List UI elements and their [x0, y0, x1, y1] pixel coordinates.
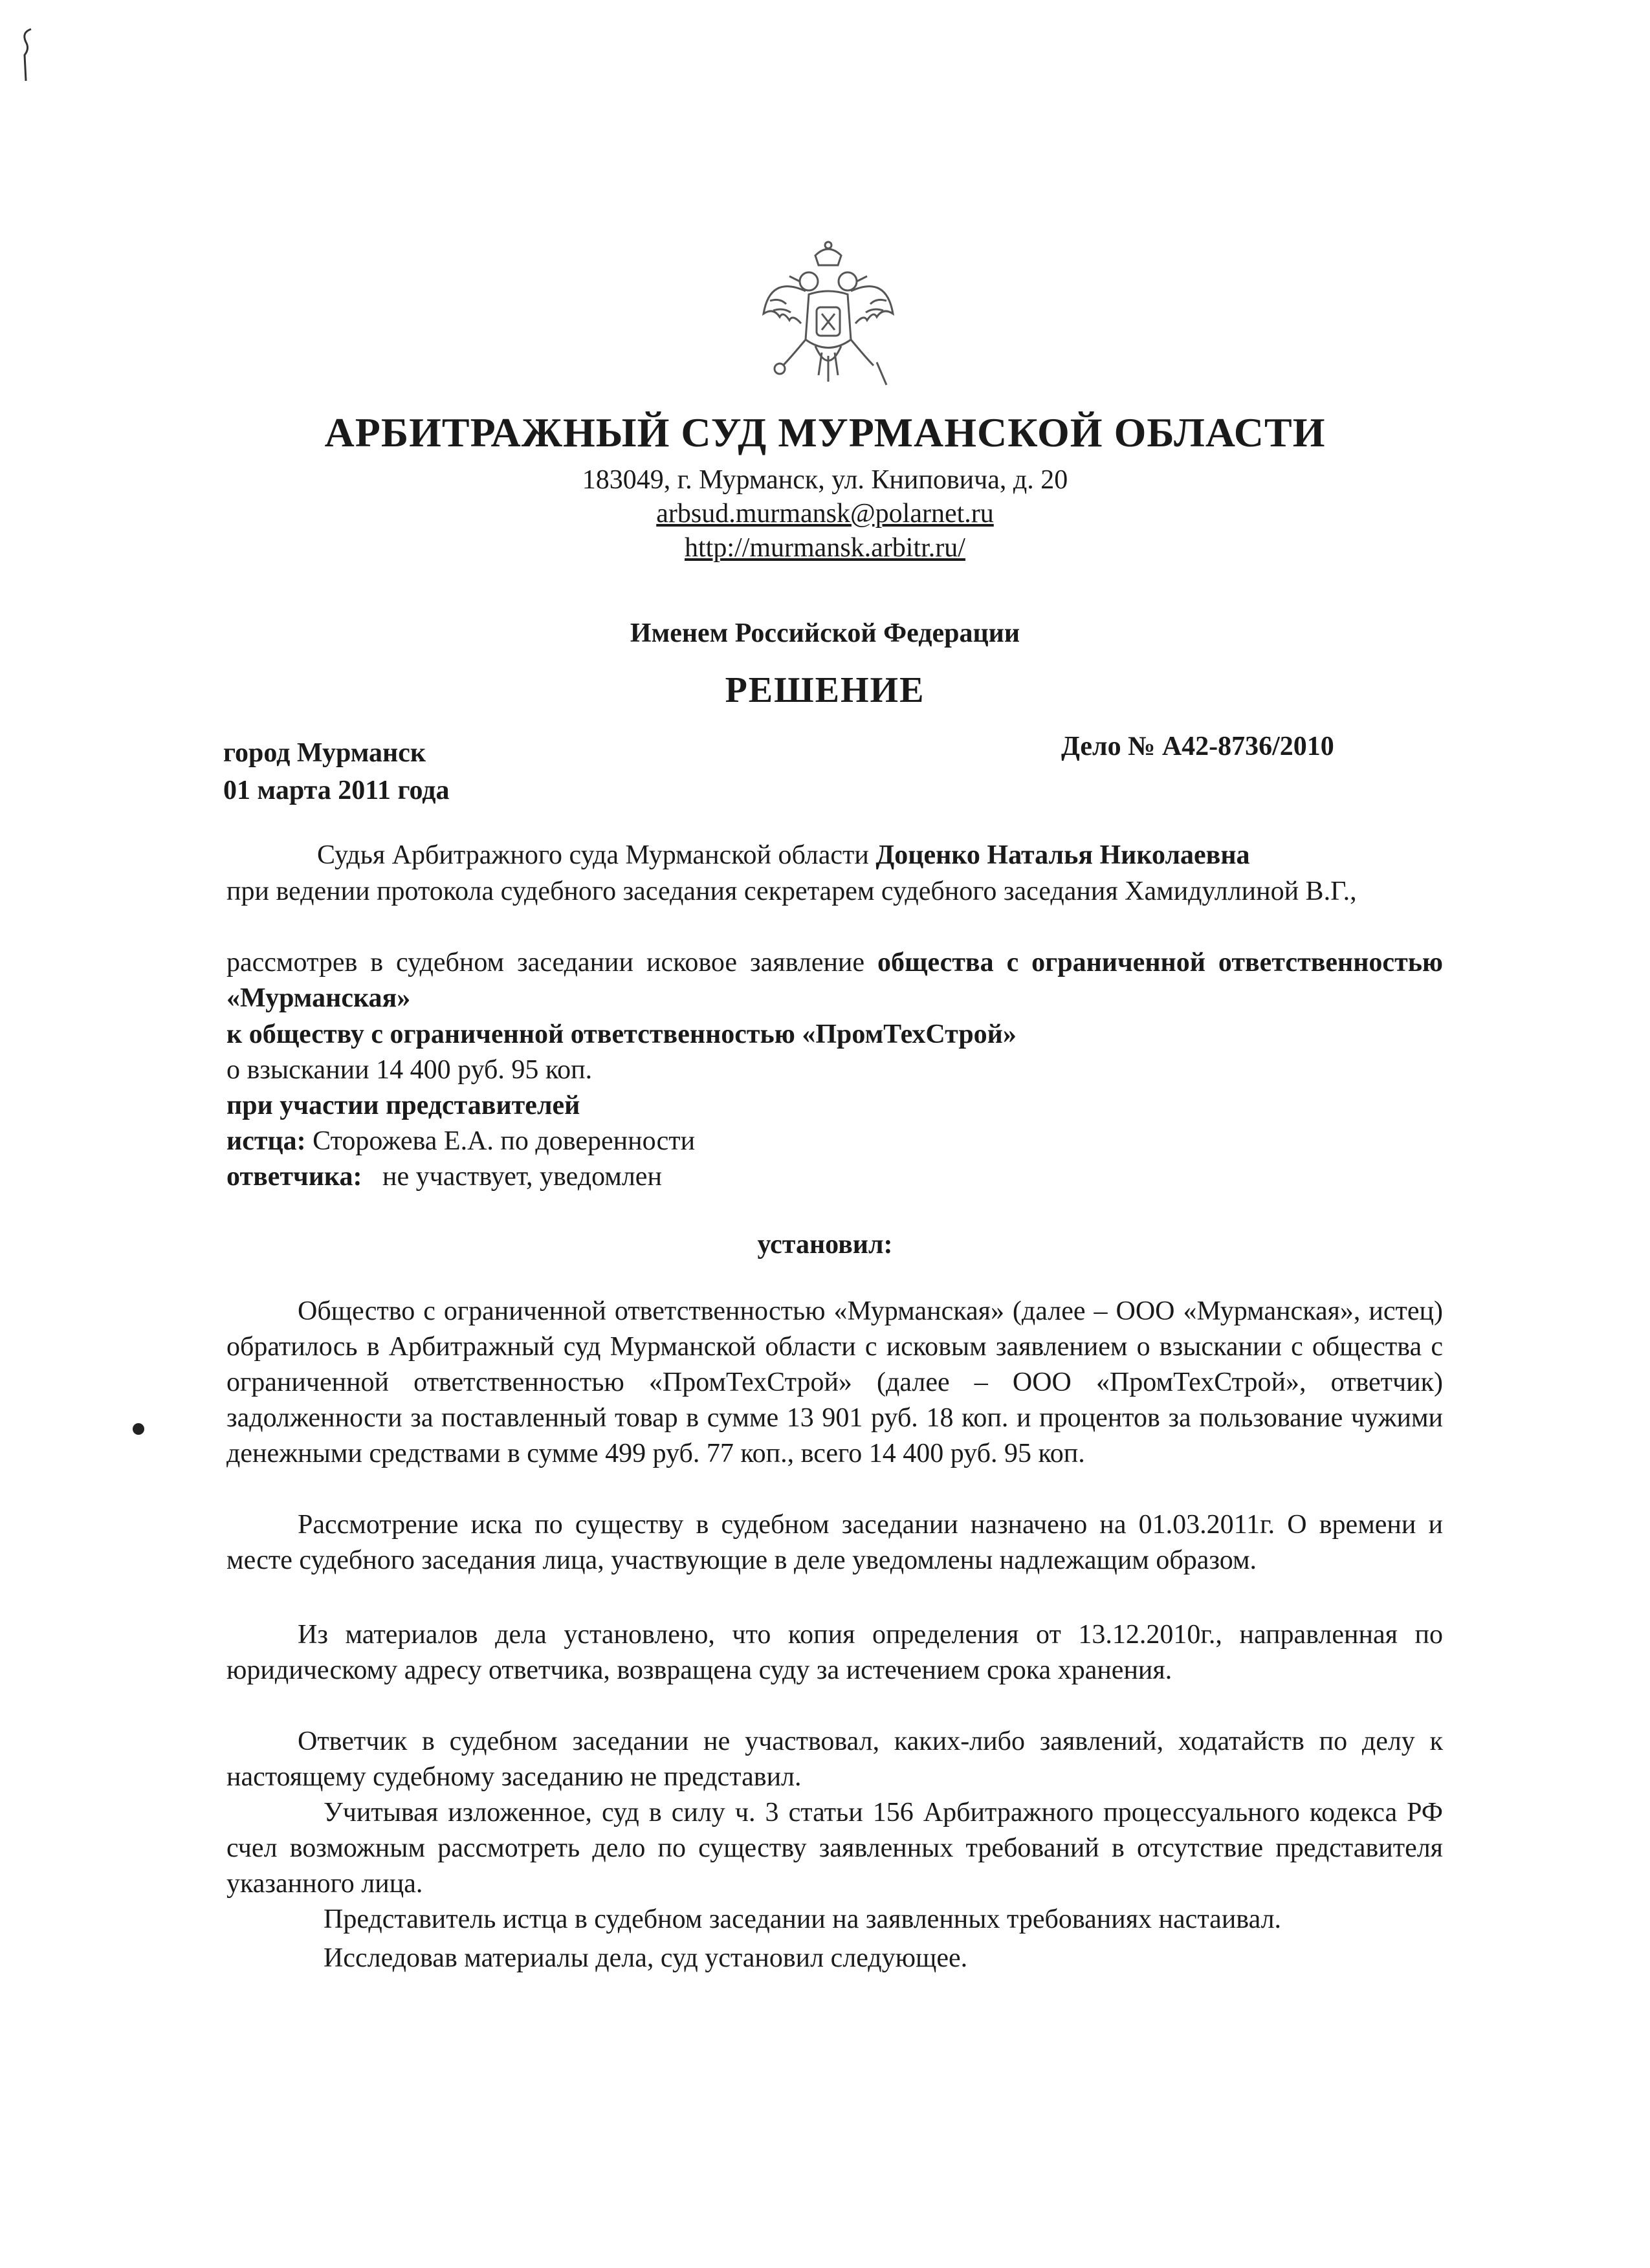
document-title: РЕШЕНИЕ [725, 670, 925, 710]
plaintiff-rep-line [226, 1124, 1443, 1159]
court-website-link[interactable]: http://murmansk.arbitr.ru/ [685, 533, 965, 563]
paragraph-defendant: Ответчик в судебном заседании не участвовал, каких-либо заявлений, ходатайств по делу к настоящему судебному заседанию не представил. [226, 1727, 1443, 1792]
court-address: 183049, г. Мурманск, ул. Книповича, д. 20 [582, 465, 1068, 495]
paragraph-findings: Исследовав материалы дела, суд установил следующее. [324, 1943, 968, 1973]
paragraph-claim: Общество с ограниченной ответственностью «Мурманская» (далее – ООО «Мурманская», истец) обратилось в Арбитражный суд Мурманской области с исковым заявлением о взыскании с общества с ограниченной ответственностью «ПромТехСтрой» (далее – ООО «ПромТехСтрой», ответчик) задолженности за поставленный товар в сумме 13 901 руб. 18 коп. и процентов за пользование чужими денежными средствами в сумме 499 руб. 77 коп., всего 14 400 руб. 95 коп. [226, 1296, 1443, 1468]
claim-line: о взыскании 14 400 руб. 95 коп. [226, 1055, 593, 1085]
city: город Мурманск [223, 738, 426, 768]
plaintiff-org: общества с ограниченной ответственностью «Мурманская» [226, 948, 1444, 1013]
paragraph-plaintiff-position: Представитель истца в судебном заседании на заявленных требованиях настаивал. [324, 1904, 1282, 1934]
consider-line [226, 945, 1443, 1016]
consider-prefix: рассмотрев в судебном заседании исковое заявление [226, 948, 878, 977]
handwritten-mark-icon [18, 26, 38, 84]
paragraph-notice: Из материалов дела установлено, что копия определения от 13.12.2010г., направленная по юридическому адресу ответчика, возвращена суду за истечением срока хранения. [226, 1620, 1443, 1685]
plaintiff-label: истца: [226, 1126, 306, 1156]
case-number: Дело № А42-8736/2010 [1061, 732, 1334, 761]
defendant-rep: не участвует, уведомлен [362, 1162, 662, 1192]
paragraph-procedure: Учитывая изложенное, суд в силу ч. 3 статьи 156 Арбитражного процессуального кодекса РФ счел возможным рассмотреть дело по существу заявленных требований в отсутствие представителя указанного лица. [226, 1798, 1443, 1899]
coat-of-arms-icon [744, 236, 912, 404]
respondent-org: к обществу с ограниченной ответственностью «ПромТехСтрой» [226, 1020, 1017, 1049]
plaintiff-rep: Сторожева Е.А. по доверенности [305, 1126, 696, 1156]
judge-name: Доценко Наталья Николаевна [875, 840, 1250, 870]
representatives-label: при участии представителей [226, 1091, 580, 1120]
secretary-line: при ведении протокола судебного заседания секретарем судебного заседания Хамидуллиной В.Г., [226, 877, 1357, 906]
judge-line [226, 838, 1443, 873]
judge-prefix: Судья Арбитражного суда Мурманской области [317, 840, 876, 870]
in-the-name-of: Именем Российской Федерации [630, 618, 1020, 648]
defendant-label: ответчика: [226, 1162, 362, 1192]
court-email-link[interactable]: arbsud.murmansk@polarnet.ru [656, 499, 994, 529]
ink-dot-icon [133, 1423, 144, 1435]
paragraph-hearing: Рассмотрение иска по существу в судебном заседании назначено на 01.03.2011г. О времени и месте судебного заседания лица, участвующие в деле уведомлены надлежащим образом. [226, 1510, 1443, 1575]
court-name: АРБИТРАЖНЫЙ СУД МУРМАНСКОЙ ОБЛАСТИ [324, 409, 1326, 455]
decision-date: 01 марта 2011 года [223, 776, 450, 805]
established-heading: установил: [757, 1230, 893, 1259]
defendant-rep-line [226, 1159, 1443, 1195]
